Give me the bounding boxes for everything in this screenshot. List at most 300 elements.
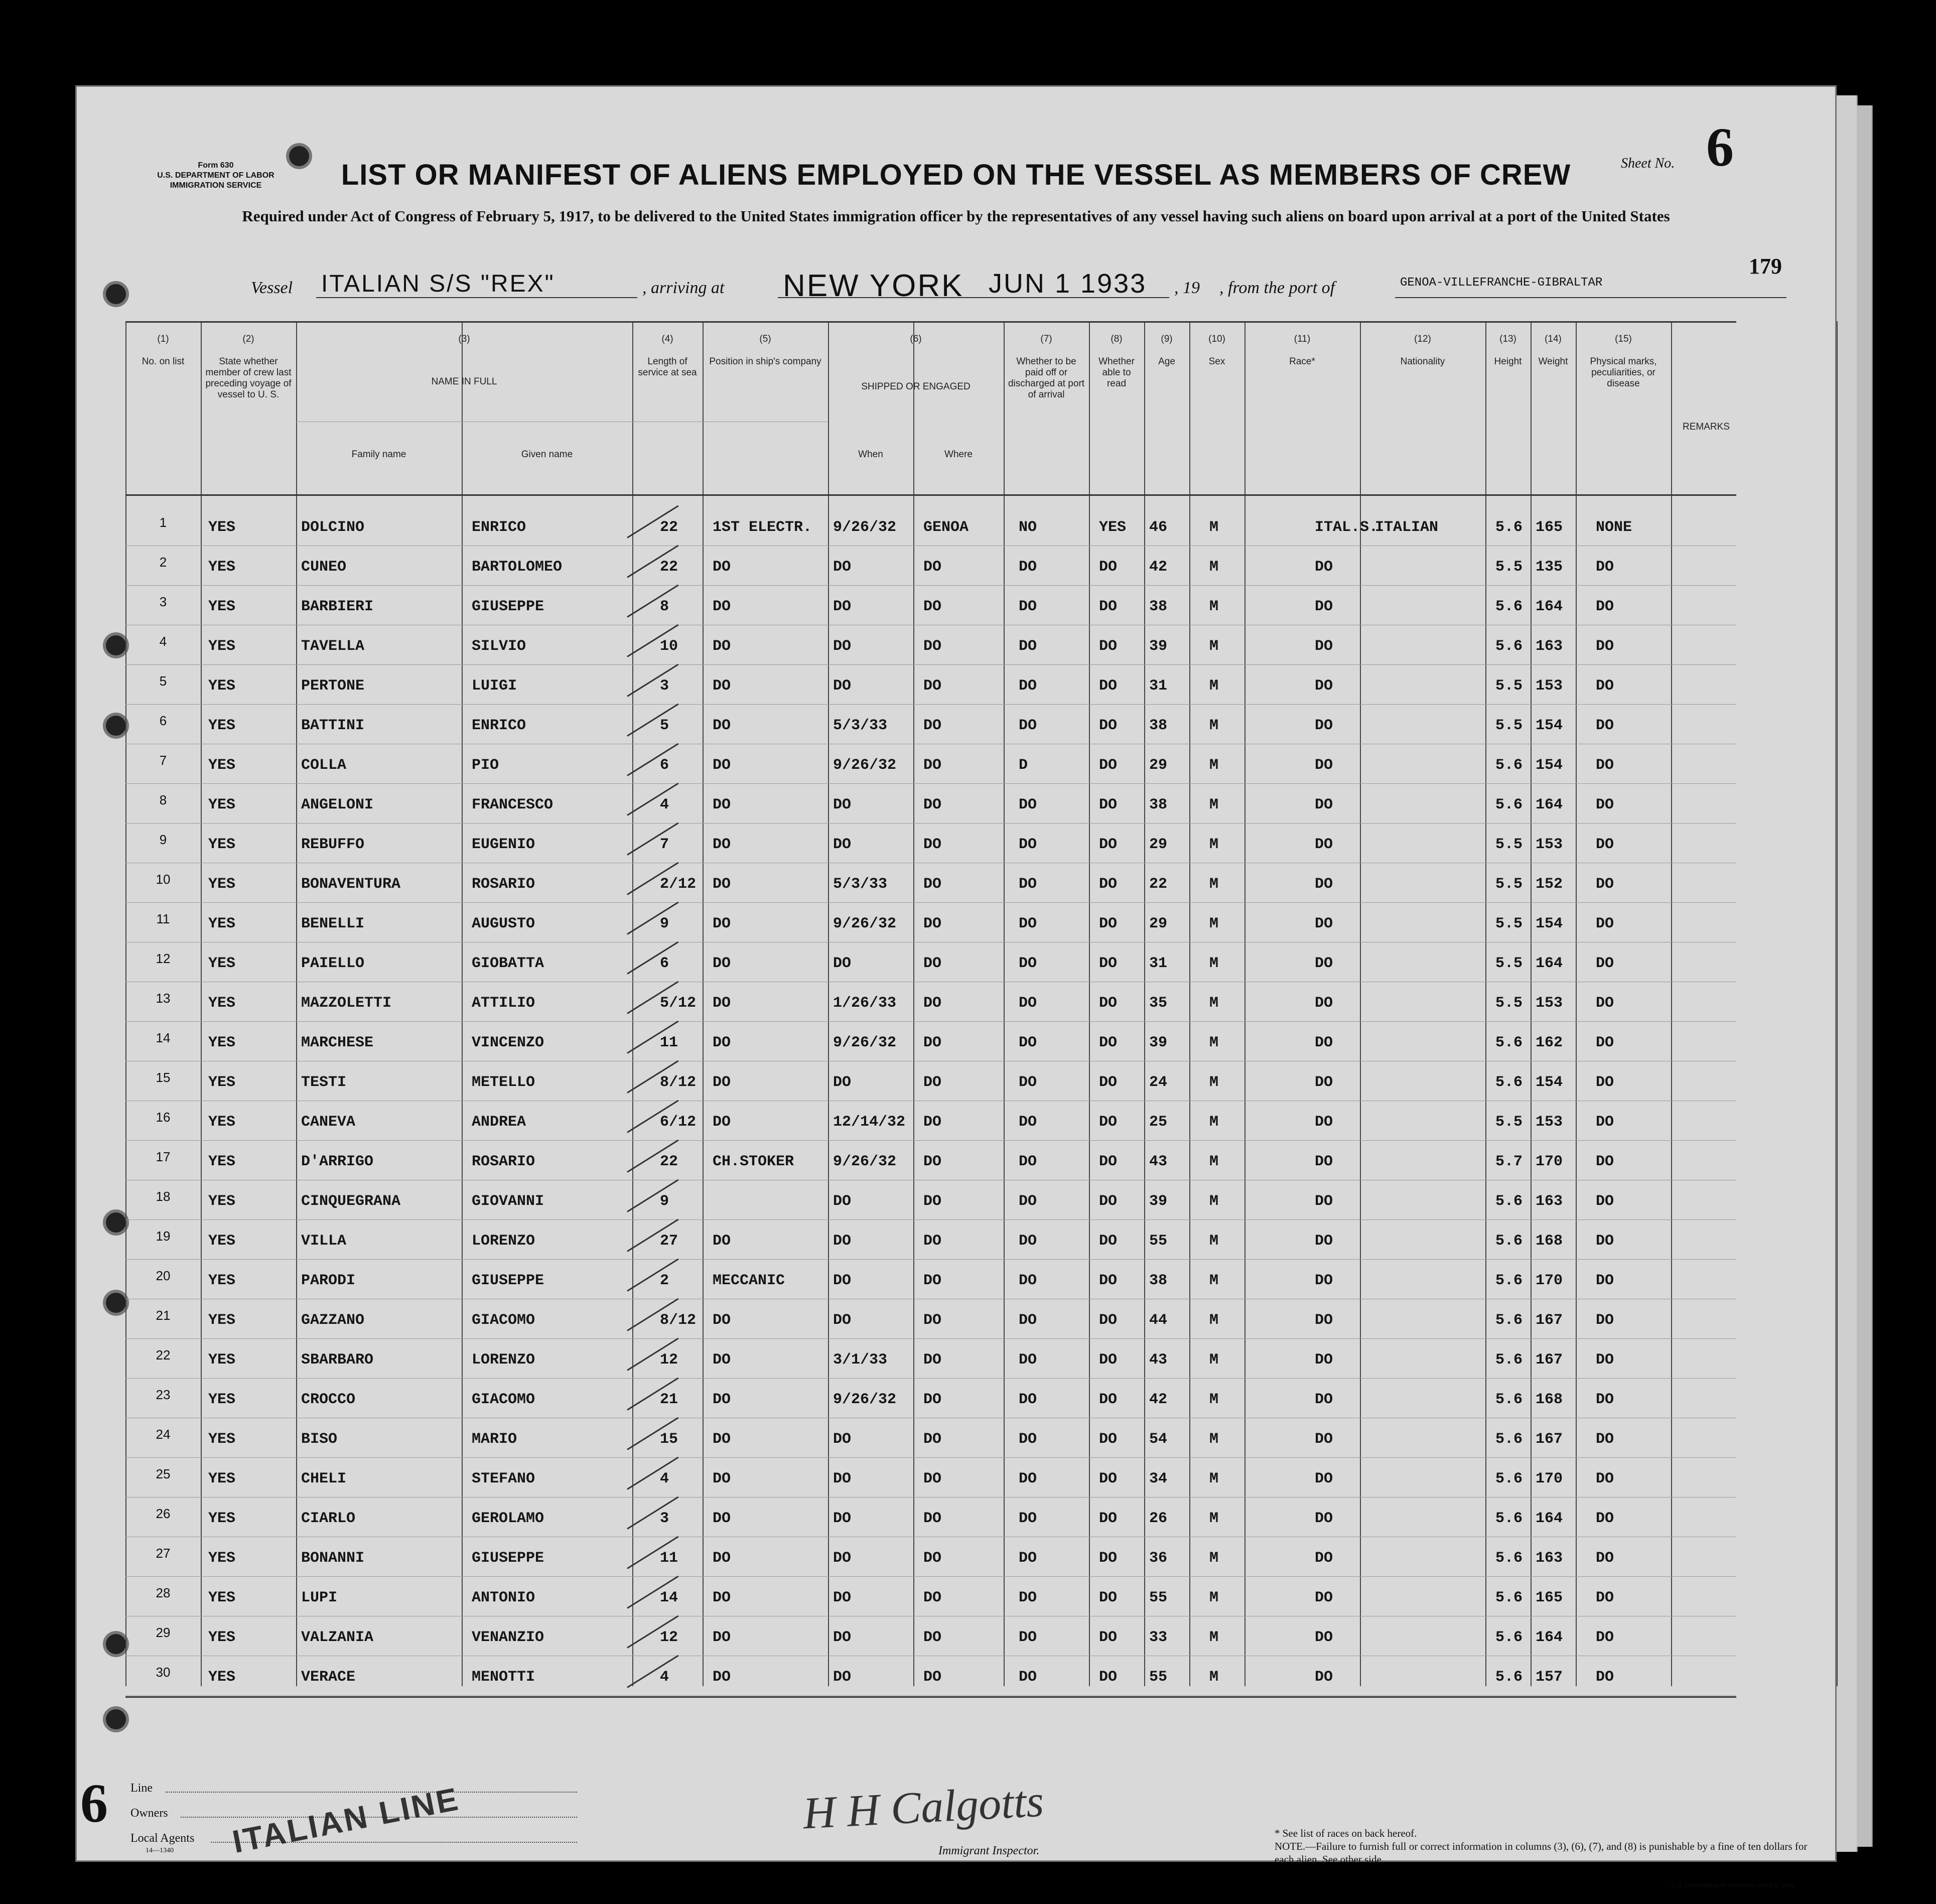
column-header: State whether member of crew last preceding voyage of vessel to U. S. xyxy=(205,356,292,400)
cell-when: 9/26/32 xyxy=(833,1034,897,1051)
cell-where: DO xyxy=(923,1550,942,1567)
checkmark-icon xyxy=(627,941,678,975)
cell-family: PAIELLO xyxy=(301,955,365,972)
cell-prev: YES xyxy=(208,1391,236,1408)
cell-paid: DO xyxy=(1019,1629,1037,1646)
cell-given: GIOVANNI xyxy=(472,1193,544,1210)
cell-service: 10 xyxy=(660,638,678,655)
cell-sex: M xyxy=(1209,1470,1219,1487)
cell-weight: 164 xyxy=(1536,598,1563,615)
cell-read: YES xyxy=(1099,519,1127,536)
cell-marks: DO xyxy=(1596,1629,1614,1646)
cell-given: FRANCESCO xyxy=(472,796,554,813)
cell-given: VINCENZO xyxy=(472,1034,544,1051)
row-number: 1 xyxy=(159,515,167,530)
row-rule xyxy=(125,1576,1736,1577)
cell-sex: M xyxy=(1209,717,1219,734)
vessel-line xyxy=(125,268,1781,306)
cell-paid: DO xyxy=(1019,796,1037,813)
cell-when: DO xyxy=(833,1431,852,1448)
cell-height: 5.6 xyxy=(1495,1391,1523,1408)
cell-when: DO xyxy=(833,836,852,853)
cell-age: 31 xyxy=(1149,677,1168,695)
cell-prev: YES xyxy=(208,955,236,972)
cell-sex: M xyxy=(1209,757,1219,774)
cell-position: DO xyxy=(713,995,731,1012)
cell-prev: YES xyxy=(208,1470,236,1487)
cell-weight: 157 xyxy=(1536,1669,1563,1686)
cell-service: 6 xyxy=(660,757,669,774)
cell-race: DO xyxy=(1315,717,1333,734)
cell-weight: 165 xyxy=(1536,519,1563,536)
cell-height: 5.6 xyxy=(1495,598,1523,615)
column-header: When xyxy=(858,449,883,460)
cell-height: 5.5 xyxy=(1495,876,1523,893)
form-code: 14—1340 xyxy=(146,1847,174,1854)
column-rule xyxy=(828,321,829,1686)
cell-marks: DO xyxy=(1596,915,1614,932)
cell-paid: DO xyxy=(1019,559,1037,576)
checkmark-icon xyxy=(627,1179,678,1212)
cell-given: GIUSEPPE xyxy=(472,1272,544,1289)
column-header: REMARKS xyxy=(1683,422,1730,432)
cell-where: DO xyxy=(923,836,942,853)
cell-when: 5/3/33 xyxy=(833,876,888,893)
cell-read: DO xyxy=(1099,598,1118,615)
cell-given: AUGUSTO xyxy=(472,915,535,932)
cell-weight: 164 xyxy=(1536,1510,1563,1527)
cell-family: CHELI xyxy=(301,1470,347,1487)
column-header: Height xyxy=(1494,356,1522,367)
cell-where: DO xyxy=(923,1114,942,1131)
cell-read: DO xyxy=(1099,717,1118,734)
cell-sex: M xyxy=(1209,519,1219,536)
cell-race: DO xyxy=(1315,1669,1333,1686)
cell-given: ROSARIO xyxy=(472,876,535,893)
cell-read: DO xyxy=(1099,757,1118,774)
cell-where: DO xyxy=(923,677,942,695)
row-rule xyxy=(125,1497,1736,1498)
column-number: (10) xyxy=(1208,334,1225,344)
cell-given: MARIO xyxy=(472,1431,517,1448)
cell-when: 9/26/32 xyxy=(833,1153,897,1170)
cell-marks: DO xyxy=(1596,1193,1614,1210)
cell-paid: DO xyxy=(1019,836,1037,853)
cell-prev: YES xyxy=(208,1510,236,1527)
cell-given: METELLO xyxy=(472,1074,535,1091)
cell-weight: 170 xyxy=(1536,1272,1563,1289)
cell-marks: NONE xyxy=(1596,519,1632,536)
cell-race: DO xyxy=(1315,995,1333,1012)
column-header: Length of service at sea xyxy=(638,356,697,378)
cell-service: 4 xyxy=(660,1669,669,1686)
cell-position: DO xyxy=(713,1470,731,1487)
cell-race: DO xyxy=(1315,1272,1333,1289)
cell-weight: 154 xyxy=(1536,757,1563,774)
cell-where: DO xyxy=(923,1351,942,1369)
row-number: 18 xyxy=(156,1189,171,1204)
cell-family: BISO xyxy=(301,1431,338,1448)
cell-when: DO xyxy=(833,1510,852,1527)
cell-race: DO xyxy=(1315,796,1333,813)
cell-height: 5.5 xyxy=(1495,717,1523,734)
cell-position: MECCANIC xyxy=(713,1272,785,1289)
cell-family: CUNEO xyxy=(301,559,347,576)
cell-weight: 167 xyxy=(1536,1431,1563,1448)
cell-where: GENOA xyxy=(923,519,969,536)
cell-age: 35 xyxy=(1149,995,1168,1012)
cell-family: PERTONE xyxy=(301,677,365,695)
cell-given: GIACOMO xyxy=(472,1391,535,1408)
row-number: 5 xyxy=(159,673,167,689)
footer-notes xyxy=(1275,1827,1827,1866)
row-rule xyxy=(125,1338,1736,1339)
row-number: 25 xyxy=(156,1466,171,1481)
cell-marks: DO xyxy=(1596,559,1614,576)
column-rule xyxy=(201,321,202,1686)
cell-read: DO xyxy=(1099,876,1118,893)
cell-when: DO xyxy=(833,1470,852,1487)
cell-position: DO xyxy=(713,1391,731,1408)
cell-sex: M xyxy=(1209,638,1219,655)
column-rule xyxy=(1004,321,1005,1686)
cell-age: 34 xyxy=(1149,1470,1168,1487)
cell-age: 24 xyxy=(1149,1074,1168,1091)
cell-marks: DO xyxy=(1596,757,1614,774)
cell-age: 42 xyxy=(1149,1391,1168,1408)
column-rule xyxy=(296,321,297,1686)
cell-where: DO xyxy=(923,1312,942,1329)
cell-prev: YES xyxy=(208,915,236,932)
cell-read: DO xyxy=(1099,995,1118,1012)
cell-paid: DO xyxy=(1019,1193,1037,1210)
row-rule xyxy=(125,664,1736,665)
cell-family: GAZZANO xyxy=(301,1312,365,1329)
year-label: , 19 xyxy=(1174,279,1200,297)
cell-service: 11 xyxy=(660,1550,678,1567)
cell-read: DO xyxy=(1099,955,1118,972)
cell-where: DO xyxy=(923,717,942,734)
cell-read: DO xyxy=(1099,1034,1118,1051)
cell-family: TESTI xyxy=(301,1074,347,1091)
form-service: IMMIGRATION SERVICE xyxy=(170,181,262,190)
cell-position: DO xyxy=(713,598,731,615)
cell-race: DO xyxy=(1315,1510,1333,1527)
cell-service: 4 xyxy=(660,1470,669,1487)
cell-position: DO xyxy=(713,638,731,655)
cell-when: 3/1/33 xyxy=(833,1351,888,1369)
cell-read: DO xyxy=(1099,1510,1118,1527)
cell-given: ATTILIO xyxy=(472,995,535,1012)
cell-sex: M xyxy=(1209,1431,1219,1448)
column-number: (11) xyxy=(1294,334,1311,344)
footer-sheet-number: 6 xyxy=(80,1773,108,1834)
row-number: 16 xyxy=(156,1110,171,1125)
cell-family: CINQUEGRANA xyxy=(301,1193,401,1210)
cell-given: GIUSEPPE xyxy=(472,598,544,615)
row-number: 4 xyxy=(159,634,167,649)
row-number: 6 xyxy=(159,713,167,728)
row-number: 10 xyxy=(156,872,171,887)
cell-position: DO xyxy=(713,1550,731,1567)
cell-prev: YES xyxy=(208,1312,236,1329)
column-rule xyxy=(1144,321,1145,1686)
arriving-label: , arriving at xyxy=(642,279,725,297)
cell-height: 5.6 xyxy=(1495,1193,1523,1210)
column-rule xyxy=(125,321,126,1686)
cell-weight: 164 xyxy=(1536,796,1563,813)
cell-sex: M xyxy=(1209,1669,1219,1686)
cell-age: 42 xyxy=(1149,559,1168,576)
cell-weight: 163 xyxy=(1536,1550,1563,1567)
header-rule xyxy=(125,321,1736,323)
column-number: (4) xyxy=(661,334,673,344)
cell-read: DO xyxy=(1099,1431,1118,1448)
cell-where: DO xyxy=(923,995,942,1012)
cell-when: DO xyxy=(833,559,852,576)
column-header: Whether able to read xyxy=(1098,356,1135,389)
cell-age: 55 xyxy=(1149,1233,1168,1250)
cell-when: 9/26/32 xyxy=(833,519,897,536)
checkmark-icon xyxy=(627,704,678,737)
cell-prev: YES xyxy=(208,559,236,576)
header-rule xyxy=(125,494,1736,496)
cell-family: VERACE xyxy=(301,1669,356,1686)
column-number: (13) xyxy=(1499,334,1516,344)
cell-position: DO xyxy=(713,1233,731,1250)
cell-age: 38 xyxy=(1149,598,1168,615)
punch-hole xyxy=(103,1706,129,1732)
page-number: 179 xyxy=(1749,254,1782,279)
cell-height: 5.6 xyxy=(1495,638,1523,655)
cell-marks: DO xyxy=(1596,1669,1614,1686)
cell-read: DO xyxy=(1099,1391,1118,1408)
cell-paid: DO xyxy=(1019,1669,1037,1686)
cell-race: DO xyxy=(1315,598,1333,615)
cell-family: BONANNI xyxy=(301,1550,365,1567)
cell-sex: M xyxy=(1209,836,1219,853)
cell-height: 5.6 xyxy=(1495,1669,1523,1686)
row-number: 14 xyxy=(156,1030,171,1045)
cell-family: BONAVENTURA xyxy=(301,876,401,893)
cell-paid: D xyxy=(1019,757,1028,774)
cell-where: DO xyxy=(923,757,942,774)
cell-service: 27 xyxy=(660,1233,678,1250)
cell-read: DO xyxy=(1099,1312,1118,1329)
arrival-port: NEW YORK xyxy=(783,268,964,303)
cell-given: VENANZIO xyxy=(472,1629,544,1646)
cell-when: DO xyxy=(833,1669,852,1686)
cell-service: 2/12 xyxy=(660,876,697,893)
manifest-sheet xyxy=(75,85,1837,1889)
column-header: SHIPPED OR ENGAGED xyxy=(861,381,971,392)
cell-position: DO xyxy=(713,1669,731,1686)
cell-where: DO xyxy=(923,796,942,813)
cell-family: CIARLO xyxy=(301,1510,356,1527)
cell-when: DO xyxy=(833,1629,852,1646)
cell-position: DO xyxy=(713,1351,731,1369)
cell-prev: YES xyxy=(208,598,236,615)
cell-where: DO xyxy=(923,1074,942,1091)
cell-weight: 163 xyxy=(1536,638,1563,655)
row-number: 28 xyxy=(156,1585,171,1600)
cell-height: 5.7 xyxy=(1495,1153,1523,1170)
cell-when: DO xyxy=(833,1233,852,1250)
race-note: * See list of races on back hereof. xyxy=(1275,1827,1417,1839)
cell-service: 8/12 xyxy=(660,1074,697,1091)
cell-position: DO xyxy=(713,1074,731,1091)
cell-read: DO xyxy=(1099,1470,1118,1487)
cell-read: DO xyxy=(1099,1629,1118,1646)
cell-where: DO xyxy=(923,1391,942,1408)
cell-given: SILVIO xyxy=(472,638,526,655)
column-header: Given name xyxy=(521,449,573,460)
cell-where: DO xyxy=(923,955,942,972)
cell-service: 12 xyxy=(660,1629,678,1646)
port-underline xyxy=(778,297,1169,298)
row-number: 7 xyxy=(159,753,167,768)
cell-race: DO xyxy=(1315,638,1333,655)
row-number: 9 xyxy=(159,832,167,847)
column-rule xyxy=(1244,321,1246,1686)
cell-paid: DO xyxy=(1019,1233,1037,1250)
cell-height: 5.6 xyxy=(1495,1034,1523,1051)
cell-sex: M xyxy=(1209,677,1219,695)
cell-family: CROCCO xyxy=(301,1391,356,1408)
cell-sex: M xyxy=(1209,1114,1219,1131)
cell-height: 5.5 xyxy=(1495,836,1523,853)
column-header: Age xyxy=(1158,356,1175,367)
cell-read: DO xyxy=(1099,1550,1118,1567)
cell-where: DO xyxy=(923,876,942,893)
cell-marks: DO xyxy=(1596,638,1614,655)
cell-age: 39 xyxy=(1149,1034,1168,1051)
cell-paid: DO xyxy=(1019,995,1037,1012)
page-edge-2 xyxy=(1857,105,1873,1847)
vessel-name: ITALIAN S/S "REX" xyxy=(321,270,555,297)
row-number: 8 xyxy=(159,792,167,807)
cell-race: DO xyxy=(1315,1034,1333,1051)
cell-prev: YES xyxy=(208,1629,236,1646)
table-bottom-rule xyxy=(125,1696,1736,1698)
cell-weight: 135 xyxy=(1536,559,1563,576)
cell-when: DO xyxy=(833,1272,852,1289)
column-number: (1) xyxy=(157,334,169,344)
row-rule xyxy=(125,585,1736,586)
cell-height: 5.6 xyxy=(1495,1629,1523,1646)
cell-read: DO xyxy=(1099,1233,1118,1250)
row-rule xyxy=(125,783,1736,784)
cell-height: 5.6 xyxy=(1495,757,1523,774)
column-number: (9) xyxy=(1161,334,1173,344)
cell-when: 9/26/32 xyxy=(833,915,897,932)
cell-race: DO xyxy=(1315,1233,1333,1250)
cell-read: DO xyxy=(1099,1351,1118,1369)
cell-race: DO xyxy=(1315,1550,1333,1567)
cell-race: DO xyxy=(1315,1351,1333,1369)
cell-service: 22 xyxy=(660,559,678,576)
cell-weight: 170 xyxy=(1536,1470,1563,1487)
cell-paid: DO xyxy=(1019,1272,1037,1289)
checkmark-icon xyxy=(627,1259,678,1292)
row-number: 17 xyxy=(156,1149,171,1164)
cell-given: LORENZO xyxy=(472,1233,535,1250)
cell-marks: DO xyxy=(1596,1312,1614,1329)
cell-age: 55 xyxy=(1149,1669,1168,1686)
cell-where: DO xyxy=(923,915,942,932)
cell-weight: 163 xyxy=(1536,1193,1563,1210)
cell-where: DO xyxy=(923,598,942,615)
from-underline xyxy=(1395,297,1786,298)
cell-service: 4 xyxy=(660,796,669,813)
cell-height: 5.5 xyxy=(1495,915,1523,932)
cell-age: 39 xyxy=(1149,638,1168,655)
row-number: 15 xyxy=(156,1070,171,1085)
column-header: Position in ship's company xyxy=(709,356,821,367)
cell-paid: DO xyxy=(1019,1510,1037,1527)
cell-service: 12 xyxy=(660,1351,678,1369)
checkmark-icon xyxy=(627,1497,678,1530)
cell-age: 29 xyxy=(1149,915,1168,932)
cell-paid: DO xyxy=(1019,1431,1037,1448)
departure-ports: GENOA-VILLEFRANCHE-GIBRALTAR xyxy=(1400,276,1603,290)
cell-weight: 168 xyxy=(1536,1391,1563,1408)
column-rule xyxy=(1576,321,1577,1686)
cell-family: COLLA xyxy=(301,757,347,774)
cell-service: 8 xyxy=(660,598,669,615)
cell-read: DO xyxy=(1099,915,1118,932)
row-number: 24 xyxy=(156,1427,171,1442)
cell-marks: DO xyxy=(1596,1510,1614,1527)
cell-height: 5.5 xyxy=(1495,677,1523,695)
column-rule xyxy=(913,321,914,1686)
column-header: Sex xyxy=(1208,356,1225,367)
company-stamp: ITALIAN LINE xyxy=(229,1780,463,1860)
cell-paid: DO xyxy=(1019,1589,1037,1606)
cell-sex: M xyxy=(1209,1074,1219,1091)
sheet-number-label: Sheet No. xyxy=(1621,156,1675,171)
cell-prev: YES xyxy=(208,1351,236,1369)
cell-race: DO xyxy=(1315,836,1333,853)
row-number: 12 xyxy=(156,951,171,966)
sheet-number: 6 xyxy=(1706,116,1734,178)
cell-service: 15 xyxy=(660,1431,678,1448)
cell-paid: DO xyxy=(1019,1351,1037,1369)
cell-marks: DO xyxy=(1596,1114,1614,1131)
cell-weight: 164 xyxy=(1536,955,1563,972)
cell-height: 5.6 xyxy=(1495,1550,1523,1567)
cell-marks: DO xyxy=(1596,1153,1614,1170)
row-number: 23 xyxy=(156,1387,171,1402)
column-rule xyxy=(1671,321,1672,1686)
cell-prev: YES xyxy=(208,1034,236,1051)
cell-family: MARCHESE xyxy=(301,1034,374,1051)
cell-read: DO xyxy=(1099,638,1118,655)
column-header: Nationality xyxy=(1400,356,1445,367)
cell-read: DO xyxy=(1099,1153,1118,1170)
cell-family: BENELLI xyxy=(301,915,365,932)
cell-prev: YES xyxy=(208,1193,236,1210)
cell-family: LUPI xyxy=(301,1589,338,1606)
column-rule xyxy=(1089,321,1090,1686)
cell-position: DO xyxy=(713,796,731,813)
column-number: (7) xyxy=(1040,334,1052,344)
cell-given: MENOTTI xyxy=(472,1669,535,1686)
cell-read: DO xyxy=(1099,1114,1118,1131)
cell-position: DO xyxy=(713,1114,731,1131)
cell-sex: M xyxy=(1209,1629,1219,1646)
cell-race: DO xyxy=(1315,1153,1333,1170)
